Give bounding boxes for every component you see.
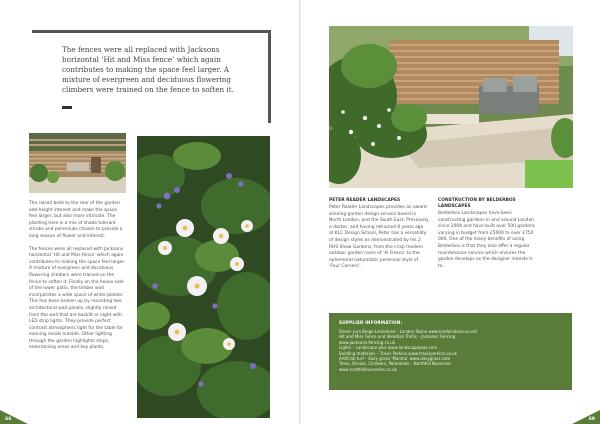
profile-heading: CONSTRUCTION BY BELDERBOS LANDSCAPES	[438, 198, 516, 209]
pull-quote-bar	[62, 106, 72, 109]
supplier-line: www.jacksons-fencing.co.uk	[339, 339, 396, 345]
supplier-heading: SUPPLIER INFORMATION:	[339, 320, 403, 325]
profile-text: Peter Reader Landscapes provides an award-winning garden design service based in North London, and the South East. Previously a doctor, and having retrained 8 years ago at KLC Design School, Peter has a versatility of design styles as demonstrated by his 2 RHS Show Gardens, from the crisp modern outdoor garden room of ‘Al Fresco’ to the ephemeral naturalistic perennial style of ‘Four Corners’.	[329, 205, 429, 270]
garden-photo	[329, 26, 573, 188]
profile-text: Belderbos Landscapes have been constructing gardens in and around London since 2004 and have built over 500 gardens varying in budget from £5000 to over £750 000. One of the many benefits of using Belderbos is that they also offer a regular maintenance service which ensures the garden develops as the designer intends it to.	[438, 211, 536, 269]
page-number-right	[572, 410, 600, 424]
page-number-text: 69	[588, 417, 595, 422]
page-number-text: 66	[5, 417, 12, 422]
supplier-line: Artificial turf – Easy grass ‘Marsha’ www.easygrass.com	[339, 356, 451, 362]
pull-quote-text: The fences were all replaced with Jacksons horizontal ‘Hit and Miss fence’ which again contributes to making the space feel larger. A mixture of evergreen and deciduous flowering climbers were trained on the fence to soften it.	[62, 45, 234, 94]
supplier-line: Lights – Landscape plus www.landscapeplus.com	[339, 345, 438, 351]
anemone-photo	[137, 136, 270, 418]
supplier-line: Hit and Miss Fence and Venetian Trellis – Jacksons Fencing	[339, 334, 456, 340]
supplier-line: Building materials – Travis Perkins www.travisperkins.co.uk	[339, 350, 457, 356]
profile-heading: PETER READER LANDSCAPES	[329, 198, 401, 203]
pull-quote-box	[32, 30, 271, 123]
supplier-line: Trees, Shrubs, Climbers, Perennials – Northhill Nurseries	[339, 361, 452, 367]
left-page	[0, 0, 299, 424]
body-paragraph: The raised beds to the rear of the garden add height interest and make the space feel larger, but also more intimate. The planting here is a mix of shade tolerant shrubs and perennials chosen to provide a long season of flower and interest.	[29, 201, 123, 239]
builder-profile	[438, 198, 538, 270]
page-number-left	[0, 410, 28, 424]
supplier-line: Stone: Jura Beige Limestone - London Stone www.londonstone.co.uk/	[339, 329, 478, 334]
deck-photo	[29, 133, 126, 193]
supplier-line: www.northhillnurseries.co.uk	[339, 366, 397, 372]
right-page	[301, 0, 600, 424]
designer-profile	[329, 198, 429, 271]
folio-triangle	[572, 410, 600, 424]
body-paragraph: The fences were all replaced with Jacksons horizontal ‘Hit and Miss fence’ which again contributes to making the space feel larger. A mixture of evergreen and deciduous flowering climbers were trained on the fence to soften it. Finally on the house side of the lower patio, the timber wall incorporates a wide space of white planter. This has been broken up by mounting two architectural wall panels, slightly raised from the wall that are backlit or night with LED strip lights. They provide perfect contrast atmospheric light for the table for evening meals outside. Other lighting through the garden highlights steps, entertaining areas and key plants.	[29, 246, 126, 351]
left-body-text	[29, 201, 126, 352]
supplier-info-box	[329, 313, 572, 390]
